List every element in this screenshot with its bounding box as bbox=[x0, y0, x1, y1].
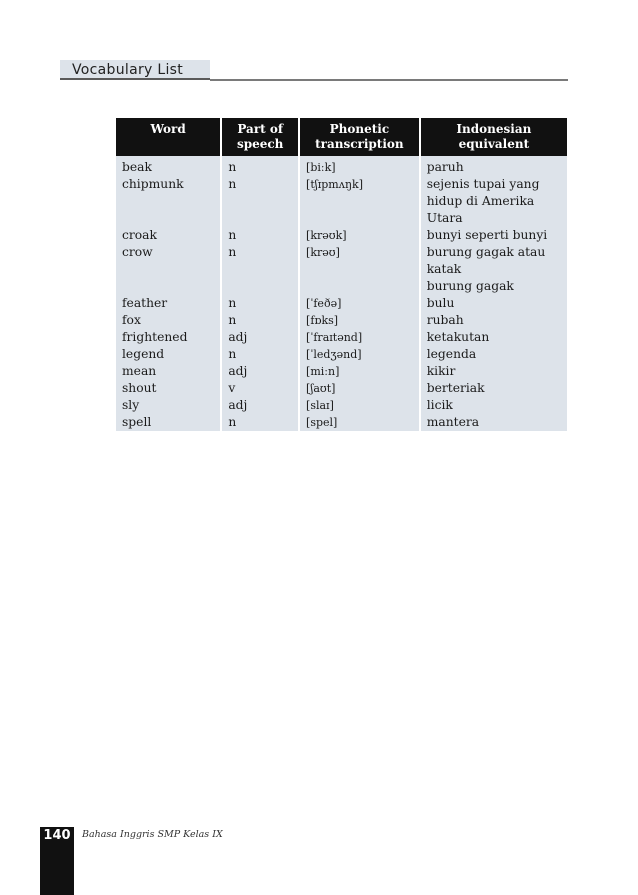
part-of-speech-cell: n n n n n n adj n adj v adj n bbox=[221, 156, 299, 431]
vocabulary-table bbox=[116, 118, 567, 431]
page-number: 140 bbox=[43, 828, 71, 843]
column-header-phonetic: Phonetic transcription bbox=[299, 118, 420, 156]
phonetic-cell: [biːk] [tʃɪpmʌŋk] [krəʊk] [krəʊ] [ˈfeðə] [fɒks] [ˈfraɪtənd] [ˈledʒənd] [miːn] [ʃaʊt] [slaɪ] [spel] bbox=[299, 156, 420, 431]
section-title: Vocabulary List bbox=[60, 60, 210, 80]
indonesian-cell: paruh sejenis tupai yang hidup di Amerika Utara bunyi seperti bunyi burung gagak atau katak burung gagak bulu rubah ketakutan legenda kikir berteriak licik mantera bbox=[420, 156, 567, 431]
word-cell: beak chipmunk croak crow feather fox frightened legend mean shout sly spell bbox=[116, 156, 221, 431]
header-rule bbox=[210, 79, 568, 81]
table-header-row bbox=[116, 118, 567, 156]
column-header-word: Word bbox=[116, 118, 221, 156]
column-header-part-of-speech: Part of speech bbox=[221, 118, 299, 156]
book-title: Bahasa Inggris SMP Kelas IX bbox=[82, 829, 223, 840]
table-row bbox=[116, 156, 567, 431]
column-header-indonesian: Indonesian equivalent bbox=[420, 118, 567, 156]
section-header bbox=[60, 60, 568, 82]
